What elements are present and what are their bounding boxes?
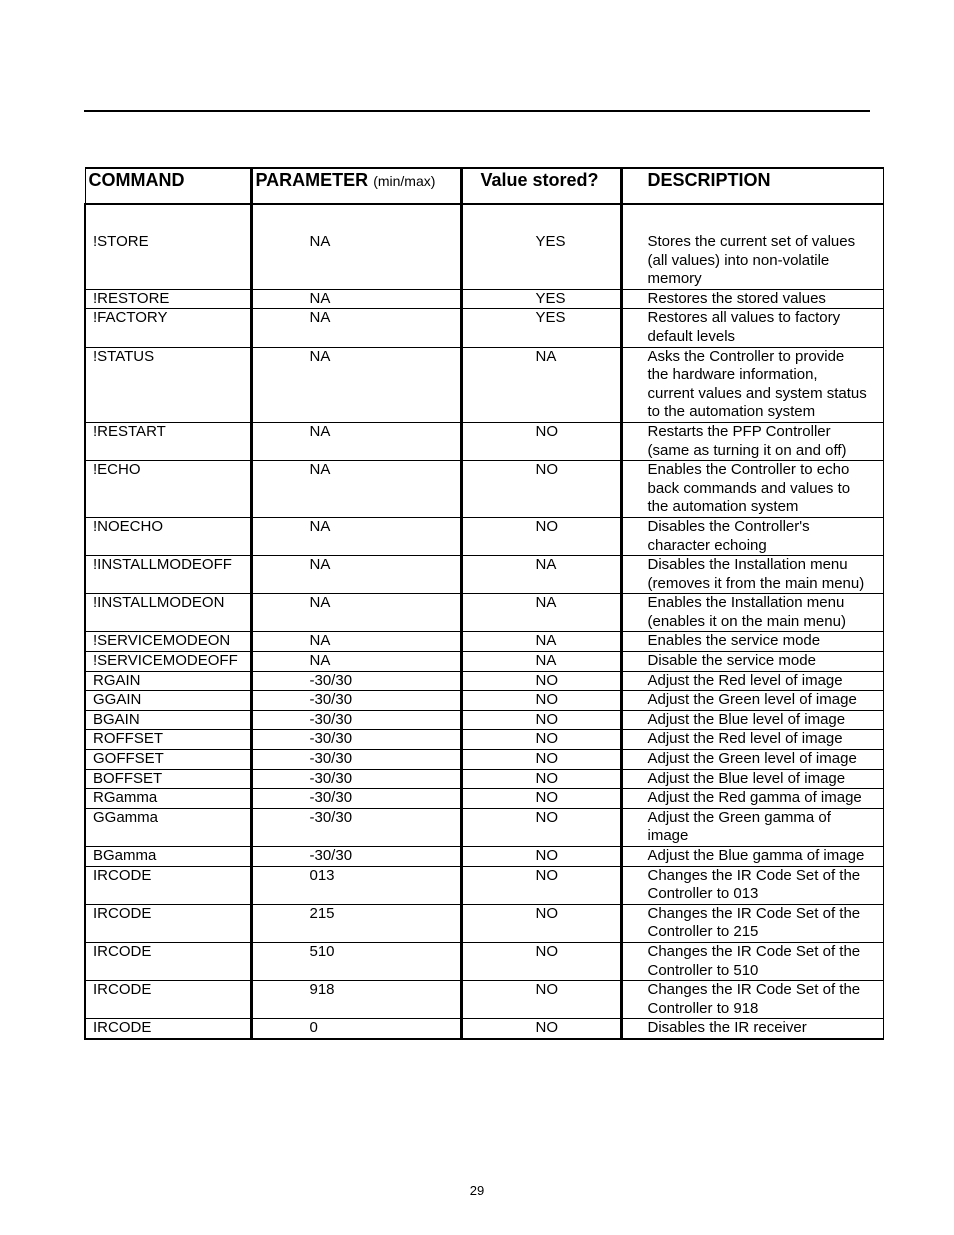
cell-command: !RESTART xyxy=(85,422,251,460)
description-line: Enables the service mode xyxy=(647,632,821,650)
description-line: Adjust the Green level of image xyxy=(647,691,857,709)
cell-description xyxy=(621,594,883,632)
header-parameter xyxy=(251,168,461,204)
cell-parameter: -30/30 xyxy=(251,769,461,789)
cell-command: !STATUS xyxy=(85,347,251,422)
cell-description xyxy=(621,347,883,422)
description-line: (removes it from the main menu) xyxy=(647,574,865,592)
description-line: Controller to 215 xyxy=(647,923,759,941)
table-row xyxy=(85,942,883,980)
cell-description xyxy=(621,461,883,518)
table-row xyxy=(85,461,883,518)
cell-description xyxy=(621,808,883,846)
table-row xyxy=(85,691,883,711)
cell-parameter: 918 xyxy=(251,981,461,1019)
cell-command: GOFFSET xyxy=(85,750,251,770)
cell-command: !INSTALLMODEOFF xyxy=(85,556,251,594)
table-row xyxy=(85,808,883,846)
cell-command: IRCODE xyxy=(85,904,251,942)
cell-command: RGAIN xyxy=(85,671,251,691)
description-line: Changes the IR Code Set of the xyxy=(647,942,861,960)
cell-value-stored: YES xyxy=(461,204,621,289)
cell-parameter: NA xyxy=(251,204,461,289)
table-row xyxy=(85,789,883,809)
table-row xyxy=(85,1019,883,1039)
description-line: Controller to 013 xyxy=(647,885,759,903)
cell-value-stored: NO xyxy=(461,517,621,555)
description-line: memory xyxy=(647,270,702,288)
cell-parameter: 215 xyxy=(251,904,461,942)
cell-parameter: -30/30 xyxy=(251,847,461,867)
cell-value-stored: NO xyxy=(461,1019,621,1039)
cell-value-stored: YES xyxy=(461,309,621,347)
description-line: image xyxy=(647,827,689,845)
table-row xyxy=(85,981,883,1019)
cell-parameter: NA xyxy=(251,347,461,422)
header-value-stored: Value stored? xyxy=(461,168,621,204)
table-header-row xyxy=(85,168,883,204)
cell-parameter: -30/30 xyxy=(251,730,461,750)
cell-value-stored: NA xyxy=(461,556,621,594)
cell-parameter: NA xyxy=(251,652,461,672)
cell-parameter: 510 xyxy=(251,942,461,980)
cell-parameter: 0 xyxy=(251,1019,461,1039)
cell-value-stored: NO xyxy=(461,710,621,730)
cell-description xyxy=(621,422,883,460)
cell-value-stored: NO xyxy=(461,789,621,809)
cell-command: !SERVICEMODEON xyxy=(85,632,251,652)
description-line: Controller to 918 xyxy=(647,999,759,1017)
cell-command: !RESTORE xyxy=(85,289,251,309)
description-line: (enables it on the main menu) xyxy=(647,612,846,630)
top-rule xyxy=(84,110,870,112)
description-line: Disables the Installation menu xyxy=(647,556,848,574)
cell-parameter: -30/30 xyxy=(251,789,461,809)
cell-parameter: -30/30 xyxy=(251,808,461,846)
cell-description xyxy=(621,866,883,904)
description-line: Adjust the Blue level of image xyxy=(647,710,846,728)
cell-command: IRCODE xyxy=(85,942,251,980)
cell-value-stored: NO xyxy=(461,671,621,691)
table-row xyxy=(85,204,883,289)
cell-command: GGamma xyxy=(85,808,251,846)
table-row xyxy=(85,710,883,730)
cell-parameter: NA xyxy=(251,461,461,518)
description-line: the hardware information, xyxy=(647,366,818,384)
cell-description xyxy=(621,632,883,652)
cell-value-stored: NO xyxy=(461,461,621,518)
cell-command: GGAIN xyxy=(85,691,251,711)
cell-description xyxy=(621,769,883,789)
cell-parameter: NA xyxy=(251,517,461,555)
description-line: (same as turning it on and off) xyxy=(647,441,847,459)
cell-command: !INSTALLMODEON xyxy=(85,594,251,632)
description-line: the automation system xyxy=(647,498,799,516)
cell-value-stored: NO xyxy=(461,808,621,846)
description-line: character echoing xyxy=(647,536,767,554)
description-line: Adjust the Green gamma of xyxy=(647,808,831,826)
cell-description xyxy=(621,691,883,711)
description-line: Changes the IR Code Set of the xyxy=(647,981,861,999)
description-line: Adjust the Red gamma of image xyxy=(647,789,862,807)
description-line: default levels xyxy=(647,327,736,345)
description-line: Disables the IR receiver xyxy=(647,1019,807,1037)
description-line: Disables the Controller's xyxy=(647,517,810,535)
description-line: Restores the stored values xyxy=(647,289,826,307)
header-parameter-label: PARAMETER xyxy=(255,170,369,190)
cell-command: BGAIN xyxy=(85,710,251,730)
table-row xyxy=(85,594,883,632)
cell-value-stored: NA xyxy=(461,652,621,672)
description-line: (all values) into non-volatile xyxy=(647,251,830,269)
cell-parameter: NA xyxy=(251,309,461,347)
cell-parameter: NA xyxy=(251,594,461,632)
cell-description xyxy=(621,556,883,594)
cell-description xyxy=(621,671,883,691)
cell-value-stored: NO xyxy=(461,904,621,942)
cell-value-stored: NO xyxy=(461,750,621,770)
description-line: Adjust the Blue level of image xyxy=(647,769,846,787)
cell-description xyxy=(621,710,883,730)
table-row xyxy=(85,730,883,750)
cell-value-stored: NO xyxy=(461,422,621,460)
cell-parameter: NA xyxy=(251,632,461,652)
description-line: Asks the Controller to provide xyxy=(647,347,845,365)
cell-description xyxy=(621,1019,883,1039)
cell-description xyxy=(621,904,883,942)
description-line: Disable the service mode xyxy=(647,652,816,670)
cell-description xyxy=(621,652,883,672)
table-row xyxy=(85,347,883,422)
cell-value-stored: NO xyxy=(461,847,621,867)
cell-command: IRCODE xyxy=(85,981,251,1019)
cell-parameter: -30/30 xyxy=(251,691,461,711)
table-row xyxy=(85,632,883,652)
table-row xyxy=(85,750,883,770)
cell-command: !SERVICEMODEOFF xyxy=(85,652,251,672)
description-line: Adjust the Blue gamma of image xyxy=(647,847,865,864)
cell-description xyxy=(621,789,883,809)
description-line: Adjust the Red level of image xyxy=(647,730,843,748)
description-line: back commands and values to xyxy=(647,479,851,497)
cell-description xyxy=(621,750,883,770)
cell-command: !STORE xyxy=(85,204,251,289)
cell-parameter: NA xyxy=(251,289,461,309)
cell-description xyxy=(621,981,883,1019)
header-command: COMMAND xyxy=(85,168,251,204)
cell-description xyxy=(621,289,883,309)
cell-command: IRCODE xyxy=(85,866,251,904)
page-number: 29 xyxy=(469,1183,485,1198)
cell-value-stored: NO xyxy=(461,769,621,789)
cell-value-stored: NO xyxy=(461,866,621,904)
header-parameter-note: (min/max) xyxy=(373,173,436,189)
table-row xyxy=(85,289,883,309)
table-body xyxy=(85,204,883,1039)
table-row xyxy=(85,769,883,789)
description-line: Controller to 510 xyxy=(647,961,759,979)
cell-parameter: -30/30 xyxy=(251,671,461,691)
table-row xyxy=(85,517,883,555)
cell-value-stored: NO xyxy=(461,691,621,711)
table-row xyxy=(85,866,883,904)
cell-command: BOFFSET xyxy=(85,769,251,789)
header-description: DESCRIPTION xyxy=(621,168,883,204)
cell-description xyxy=(621,847,883,867)
cell-description xyxy=(621,204,883,289)
cell-value-stored: YES xyxy=(461,289,621,309)
description-line: Adjust the Green level of image xyxy=(647,750,857,768)
cell-parameter: -30/30 xyxy=(251,750,461,770)
cell-value-stored: NO xyxy=(461,942,621,980)
cell-description xyxy=(621,942,883,980)
cell-parameter: -30/30 xyxy=(251,710,461,730)
cell-value-stored: NO xyxy=(461,730,621,750)
cell-value-stored: NO xyxy=(461,981,621,1019)
cell-command: !FACTORY xyxy=(85,309,251,347)
cell-command: ROFFSET xyxy=(85,730,251,750)
table-row xyxy=(85,652,883,672)
cell-description xyxy=(621,309,883,347)
description-line: Enables the Installation menu xyxy=(647,594,845,612)
description-line: Restarts the PFP Controller xyxy=(647,422,831,440)
cell-command: IRCODE xyxy=(85,1019,251,1039)
cell-command: BGamma xyxy=(85,847,251,867)
description-line: current values and system status xyxy=(647,384,867,402)
cell-description xyxy=(621,517,883,555)
table-row xyxy=(85,422,883,460)
cell-command: !NOECHO xyxy=(85,517,251,555)
table-row xyxy=(85,556,883,594)
cell-value-stored: NA xyxy=(461,347,621,422)
description-line: Enables the Controller to echo xyxy=(647,461,850,479)
command-table xyxy=(84,167,884,1040)
table-row xyxy=(85,671,883,691)
cell-value-stored: NA xyxy=(461,632,621,652)
cell-parameter: NA xyxy=(251,556,461,594)
table-row xyxy=(85,904,883,942)
table-row xyxy=(85,309,883,347)
description-line: to the automation system xyxy=(647,403,816,421)
cell-command: !ECHO xyxy=(85,461,251,518)
table-row xyxy=(85,847,883,867)
cell-parameter: NA xyxy=(251,422,461,460)
cell-description xyxy=(621,730,883,750)
cell-parameter: 013 xyxy=(251,866,461,904)
cell-value-stored: NA xyxy=(461,594,621,632)
cell-command: RGamma xyxy=(85,789,251,809)
description-line: Changes the IR Code Set of the xyxy=(647,904,861,922)
description-line: Changes the IR Code Set of the xyxy=(647,866,861,884)
description-line: Stores the current set of values xyxy=(647,233,856,250)
description-line: Adjust the Red level of image xyxy=(647,671,843,689)
description-line: Restores all values to factory xyxy=(647,309,841,327)
